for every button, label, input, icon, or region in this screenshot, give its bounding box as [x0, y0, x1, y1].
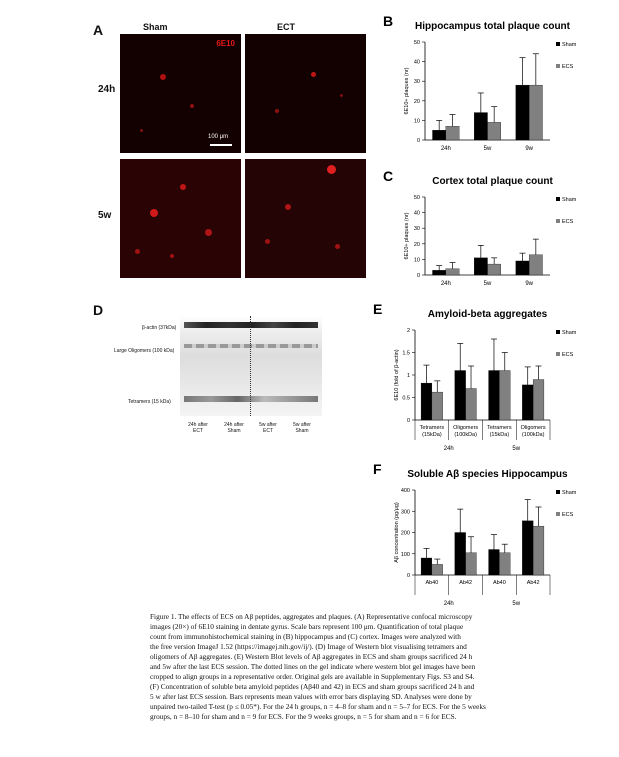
y-tick-label: 20	[413, 98, 420, 105]
panel-letter: B	[383, 13, 394, 29]
y-tick-label: 0	[416, 138, 420, 144]
bar-sham	[455, 533, 466, 576]
chart-soluble-abeta	[365, 458, 605, 613]
caption-line: cropped to align groups in a representative order. Original gels are available in Supplementary Figs. S3 and S4.	[150, 672, 475, 681]
chart-title: Hippocampus total plaque count	[414, 21, 571, 32]
legend-label: Sham	[562, 42, 577, 48]
y-tick-label: 0	[416, 273, 420, 279]
panel-letter: F	[373, 461, 382, 477]
bar-ecs	[529, 85, 542, 140]
micrograph-sham-24h	[120, 34, 241, 153]
x-tick-label: Oligomers (100kDa)	[520, 425, 546, 438]
bar-ecs	[466, 553, 477, 575]
bar-ecs	[533, 380, 544, 421]
legend-swatch	[556, 352, 560, 356]
chart-title: Soluble Aβ species Hippocampus	[407, 469, 568, 480]
bar-sham	[516, 85, 529, 140]
group-label: 24h	[443, 446, 454, 452]
caption-line: 5 w after last ECS session. Bars represents mean values with error bars displaying SD. Analyses were done by	[150, 692, 472, 701]
band-label-actin: β-actin (37kDa)	[142, 325, 177, 331]
y-tick-label: 300	[400, 509, 410, 516]
row-label-24h: 24h	[98, 84, 116, 95]
legend-label: Sham	[562, 197, 577, 203]
bar-sham	[455, 371, 466, 421]
y-tick-label: 0.5	[402, 395, 410, 402]
panel-letter: E	[373, 301, 383, 317]
y-axis-label: 6E10 (fold of β-actin)	[394, 349, 400, 401]
x-tick-label: 24h	[440, 146, 451, 152]
bar-sham	[474, 113, 487, 140]
bar-sham	[421, 383, 432, 420]
legend-swatch	[556, 330, 560, 334]
x-tick-label: Tetramers (15kDa)	[419, 425, 445, 438]
bar-ecs	[499, 553, 510, 575]
bar-ecs	[488, 122, 501, 140]
lane-label-24h-sham: 24h after Sham	[224, 422, 244, 434]
x-tick-label: Ab40	[425, 580, 439, 586]
chart-amyloid-aggregates	[365, 298, 605, 458]
y-tick-label: 10	[413, 118, 420, 125]
bar-sham	[516, 261, 529, 275]
bar-sham	[474, 258, 487, 275]
bar-sham	[522, 521, 533, 575]
x-tick-label: Ab42	[526, 580, 540, 586]
lane-label-5w-ect: 5w after ECT	[259, 422, 277, 434]
bar-sham	[522, 385, 533, 420]
legend-swatch	[556, 42, 560, 46]
panel-letter: C	[383, 168, 394, 184]
x-tick-label: Ab42	[459, 580, 473, 586]
x-tick-label: 5w	[483, 281, 492, 287]
micrograph-ect-24h	[245, 34, 366, 153]
y-tick-label: 30	[413, 226, 420, 233]
panel-d-letter: D	[93, 302, 104, 318]
bar-sham	[421, 558, 432, 575]
legend-label: ECS	[562, 219, 574, 225]
caption-line: the free version ImageJ 1.52 (https://imagej.nih.gov/ij/). (D) Image of Western blot visualising tetramers and	[150, 642, 467, 651]
x-tick-label: Oligomers (100kDa)	[453, 425, 479, 438]
micrograph-ect-5w	[245, 159, 366, 278]
x-tick-label: 9w	[525, 146, 534, 152]
figure-caption	[150, 612, 610, 722]
bar-ecs	[488, 264, 501, 275]
bar-sham	[489, 550, 500, 576]
lane-label-5w-sham: 5w after Sham	[293, 422, 311, 434]
bar-ecs	[529, 255, 542, 275]
y-tick-label: 20	[413, 241, 420, 248]
caption-line: groups, n = 8–10 for sham and n = 9 for ECS. For the 9 weeks groups, n = 5 for sham and n = 6 for ECS.	[150, 712, 457, 721]
bar-sham	[433, 130, 446, 140]
caption-line: Figure 1. The effects of ECS on Aβ peptides, aggregates and plaques. (A) Representative confocal microscopy	[150, 612, 473, 621]
scale-bar-label: 100 μm	[208, 134, 229, 140]
bar-ecs	[432, 564, 443, 575]
bar-ecs	[533, 526, 544, 575]
x-tick-label: Tetramers (15kDa)	[487, 425, 512, 438]
caption-line: and 5w after the last ECS session. The dotted lines on the gel indicate where western blot gel images have been	[150, 662, 476, 671]
bar-ecs	[446, 269, 459, 275]
column-label-ect: ECT	[277, 22, 295, 32]
legend-swatch	[556, 197, 560, 201]
y-tick-label: 40	[413, 210, 420, 217]
bar-ecs	[432, 392, 443, 420]
legend-swatch	[556, 512, 560, 516]
band-label-tetramers: Tetramers (15 kDa)	[128, 399, 171, 405]
scale-bar	[210, 144, 232, 146]
y-tick-label: 30	[413, 79, 420, 86]
western-blot-image	[180, 316, 322, 416]
caption-line: count from immunohistochemical staining in (B) hippocampus and (C) cortex. Images were analyzed with	[150, 632, 461, 641]
y-tick-label: 400	[400, 488, 410, 494]
bar-ecs	[446, 126, 459, 140]
micrograph-sham-5w	[120, 159, 241, 278]
lane-label-24h-ect: 24h after ECT	[188, 422, 208, 434]
group-label: 5w	[512, 601, 521, 607]
y-tick-label: 2	[406, 328, 410, 334]
column-label-sham: Sham	[143, 22, 168, 32]
group-label: 24h	[443, 601, 454, 607]
x-tick-label: 9w	[525, 281, 534, 287]
stain-label: 6E10	[216, 39, 235, 48]
chart-title: Cortex total plaque count	[432, 176, 553, 187]
bar-ecs	[466, 389, 477, 421]
legend-label: ECS	[562, 352, 574, 358]
bar-sham	[489, 371, 500, 421]
y-tick-label: 50	[413, 40, 420, 46]
y-axis-label: 6E10+ plaques (nr)	[404, 212, 410, 260]
legend-label: ECS	[562, 64, 574, 70]
caption-line: (F) Concentration of soluble beta amyloid peptides (Aβ40 and 42) in ECS and sham groups sacrificed 24 h and	[150, 682, 475, 691]
row-label-5w: 5w	[98, 210, 112, 221]
x-tick-label: Ab40	[492, 580, 506, 586]
y-tick-label: 200	[400, 530, 410, 537]
y-tick-label: 1	[406, 373, 410, 379]
x-tick-label: 5w	[483, 146, 492, 152]
bar-ecs	[499, 371, 510, 421]
legend-label: Sham	[562, 330, 577, 336]
chart-title: Amyloid-beta aggregates	[427, 309, 548, 320]
band-label-oligomers: Large Oligomers (100 kDa)	[114, 348, 175, 354]
chart-hippocampus-plaques	[375, 10, 605, 160]
y-tick-label: 0	[406, 418, 410, 424]
y-axis-label: Aβ concentration (pg/μg)	[394, 502, 400, 563]
legend-label: ECS	[562, 512, 574, 518]
y-tick-label: 10	[413, 257, 420, 264]
y-tick-label: 100	[400, 551, 410, 558]
caption-line: oligomers of Aβ aggregates. (E) Western Blot levels of Aβ aggregates in ECS and sham groups sacrificed 24 h	[150, 652, 473, 661]
caption-line: unpaired two-tailed T-test (p ≤ 0.05*). For the 24 h groups, n = 4–8 for sham and n = 5–7 for ECS. For the 5 weeks	[150, 702, 486, 711]
legend-swatch	[556, 219, 560, 223]
y-tick-label: 50	[413, 195, 420, 201]
legend-swatch	[556, 490, 560, 494]
legend-label: Sham	[562, 490, 577, 496]
y-tick-label: 0	[406, 573, 410, 579]
y-axis-label: 6E10+ plaques (nr)	[404, 67, 410, 115]
caption-line: images (20×) of 6E10 staining in dentate gyrus. Scale bars represent 100 μm. Quantification of total plaque	[150, 622, 464, 631]
chart-cortex-plaques	[375, 165, 605, 295]
bar-sham	[433, 270, 446, 275]
panel-a-letter: A	[93, 22, 104, 38]
y-tick-label: 40	[413, 59, 420, 66]
x-tick-label: 24h	[440, 281, 451, 287]
legend-swatch	[556, 64, 560, 68]
y-tick-label: 1.5	[402, 350, 410, 357]
group-label: 5w	[512, 446, 521, 452]
